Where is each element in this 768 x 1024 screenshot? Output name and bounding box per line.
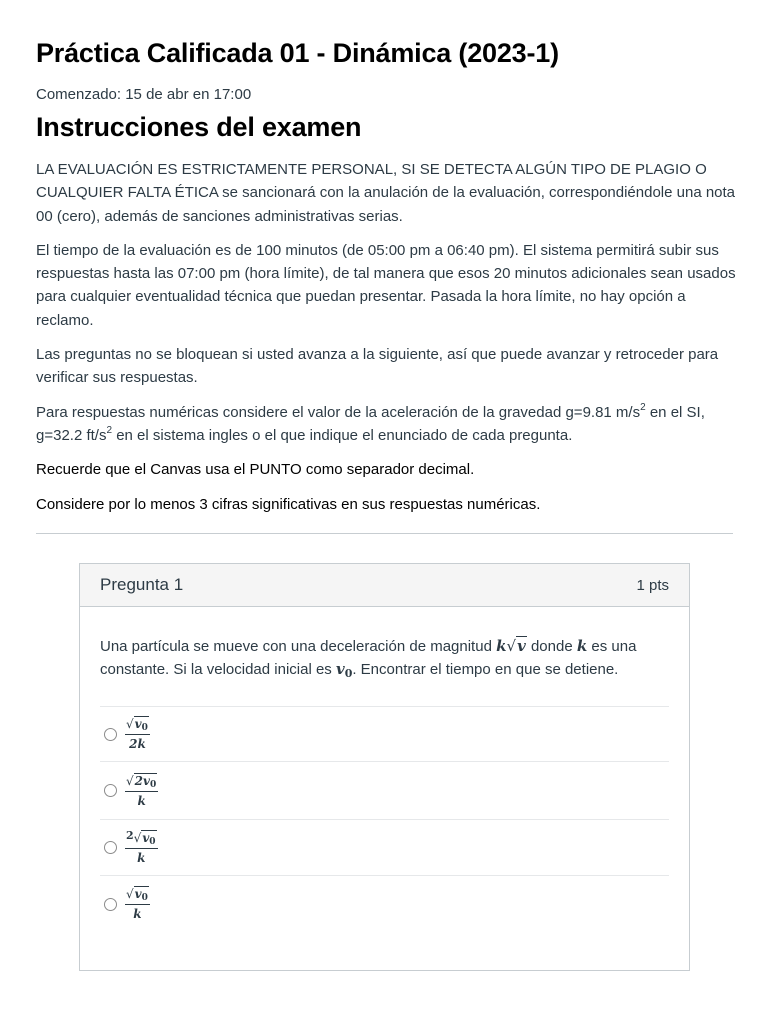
- superscript: 2: [640, 401, 646, 413]
- radio-button[interactable]: [104, 898, 117, 911]
- instructions-paragraph: Las preguntas no se bloquean si usted avanza a la siguiente, así que puede avanzar y retroceder para verificar sus respuestas.: [36, 346, 719, 387]
- math-v: v: [142, 830, 150, 845]
- math-v: v: [134, 717, 142, 731]
- coefficient: 2: [126, 828, 134, 842]
- question-card: [79, 563, 690, 971]
- radio-button[interactable]: [104, 728, 117, 741]
- fraction-numerator: [125, 887, 150, 905]
- instructions-body: [36, 158, 736, 527]
- sqrt-symbol: √: [126, 887, 134, 901]
- question-title: Pregunta 1: [100, 575, 184, 594]
- fraction-denominator: k: [133, 907, 142, 921]
- math-v: v: [143, 773, 150, 788]
- subscript: 0: [149, 836, 156, 847]
- instructions-heading: Instrucciones del examen: [36, 112, 362, 142]
- section-divider: [36, 533, 733, 534]
- math-k: k: [496, 637, 507, 655]
- fraction-numerator: [125, 717, 150, 735]
- subscript: 0: [141, 723, 148, 733]
- answer-option-4[interactable]: [100, 876, 669, 932]
- answer-formula: [125, 717, 150, 751]
- sqrt-symbol: √: [126, 717, 134, 731]
- radio-button[interactable]: [104, 841, 117, 854]
- question-header: [80, 564, 689, 607]
- math-k: k: [576, 637, 588, 655]
- answer-option-3[interactable]: [100, 820, 669, 876]
- started-timestamp: Comenzado: 15 de abr en 17:00: [36, 86, 252, 103]
- fraction-numerator: [125, 828, 158, 849]
- significant-figures-note: Considere por lo menos 3 cifras significativas en sus respuestas numéricas.: [36, 495, 541, 513]
- math-v0: [336, 660, 352, 678]
- instructions-paragraph-emphasis: [36, 493, 736, 516]
- sqrt-symbol: √: [126, 773, 134, 788]
- answer-option-2[interactable]: [100, 762, 669, 820]
- radio-button[interactable]: [104, 784, 117, 797]
- question-text: [100, 635, 670, 682]
- fraction-denominator: k: [137, 850, 146, 865]
- fraction-denominator: 2k: [129, 737, 146, 751]
- question-body: [80, 607, 689, 932]
- text-fragment: en el SI, g=32.2 ft/s: [36, 403, 705, 444]
- fraction-denominator: k: [137, 793, 146, 808]
- radicand: [134, 886, 149, 901]
- text-fragment: Una partícula se mueve con una deceleración de magnitud: [100, 638, 497, 655]
- subscript: 0: [150, 779, 157, 790]
- text-fragment: Para respuestas numéricas considere el valor de la aceleración de la gravedad g=9.81 m/s: [36, 403, 641, 421]
- fraction-numerator: [125, 774, 158, 792]
- text-fragment: es una constante. Si la velocidad inicial es: [100, 638, 637, 678]
- radicand: [134, 773, 158, 788]
- subscript: 0: [344, 667, 353, 680]
- sqrt-symbol: √: [506, 637, 517, 655]
- text-fragment: . Encontrar el tiempo en que se detiene.: [352, 661, 619, 678]
- question-points: 1 pts: [636, 576, 669, 594]
- radicand-coefficient: 2: [134, 773, 144, 788]
- instructions-paragraph: [36, 401, 736, 448]
- superscript: 2: [106, 424, 113, 436]
- math-v: v: [335, 660, 345, 678]
- answer-list: [100, 706, 669, 932]
- decimal-note: Recuerde que el Canvas usa el PUNTO como separador decimal.: [36, 461, 475, 479]
- answer-formula: [125, 887, 150, 921]
- math-v: v: [134, 887, 142, 901]
- instructions-paragraph-emphasis: [36, 458, 736, 481]
- instructions-paragraph: LA EVALUACIÓN ES ESTRICTAMENTE PERSONAL, SI SE DETECTA ALGÚN TIPO DE PLAGIO O CUALQUIER FALTA ÉTICA se sancionará con la anulación de la evaluación, correspondiéndole una nota 00 (cero), además de sanciones administrativas serias.: [36, 161, 736, 225]
- math-v: v: [517, 637, 526, 655]
- quiz-title: Práctica Calificada 01 - Dinámica (2023-1): [36, 38, 559, 68]
- radicand: [134, 716, 149, 731]
- subscript: 0: [141, 893, 148, 903]
- math-expression: [496, 637, 527, 655]
- sqrt-symbol: √: [133, 830, 142, 845]
- radicand: [141, 830, 156, 845]
- answer-option-1[interactable]: [100, 707, 669, 762]
- text-fragment: donde: [526, 638, 577, 655]
- answer-formula: [125, 828, 158, 865]
- text-fragment: en el sistema ingles o el que indique el enunciado de cada pregunta.: [112, 426, 573, 444]
- instructions-paragraph: El tiempo de la evaluación es de 100 minutos (de 05:00 pm a 06:40 pm). El sistema permitirá subir sus respuestas hasta las 07:00 pm (hora límite), de tal manera que esos 20 minutos adicionales sean usados para cualquier eventualidad técnica que puedan presentar. Pasada la hora límite, no hay opción a reclamo.: [36, 241, 736, 329]
- answer-formula: [125, 774, 158, 808]
